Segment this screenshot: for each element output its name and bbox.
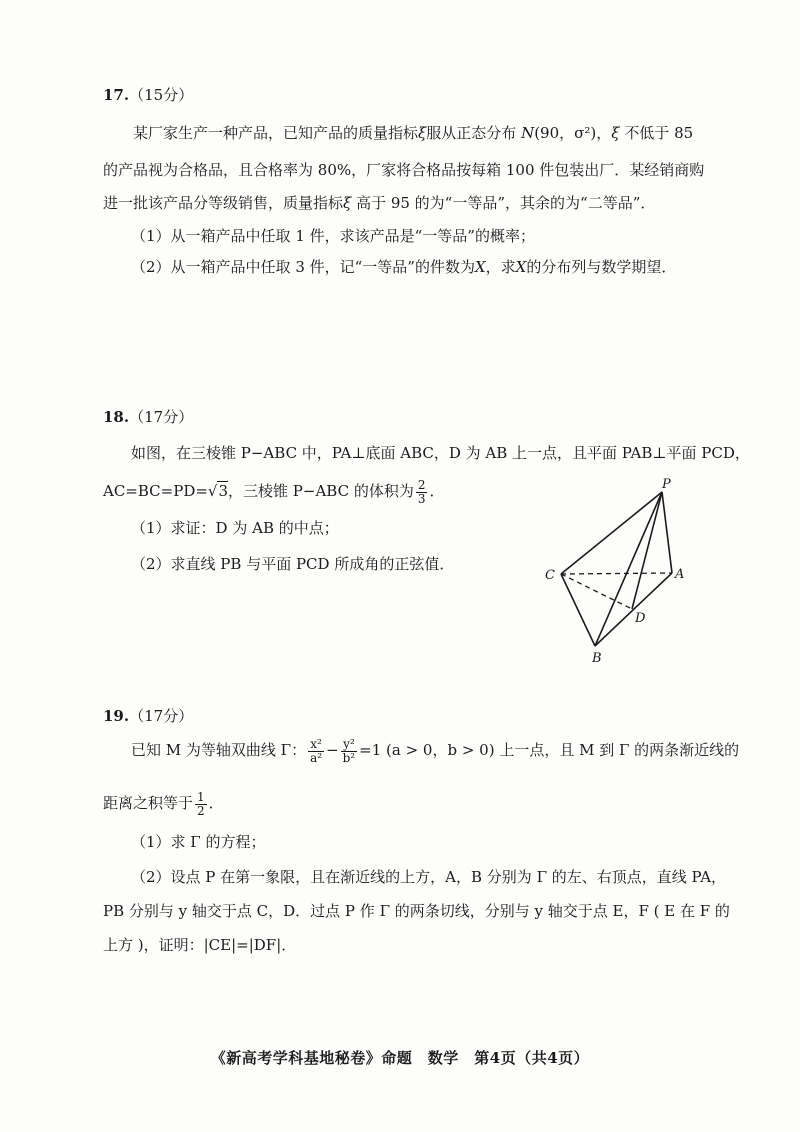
q17-xi-symbol-2: ξ — [611, 124, 620, 142]
q19-header — [103, 705, 193, 726]
q17-line2: 的产品视为合格品，且合格率为 80%，厂家将合格品按每箱 100 件包装出厂．某经销商购 — [103, 161, 705, 179]
label-d: D — [635, 611, 646, 626]
q17-line1-text-a: 某厂家生产一种产品，已知产品的质量指标 — [133, 124, 419, 142]
q19-line1 — [131, 733, 739, 767]
q19-line2-text-a: 距离之积等于 — [103, 794, 194, 812]
q18-volume-fraction — [416, 479, 428, 506]
label-a: A — [675, 567, 685, 582]
q18-sub1: （1）求证：D 为 AB 的中点； — [131, 519, 339, 537]
edge-cb — [561, 574, 595, 646]
q19-sub1: （1）求 Γ 的方程； — [131, 833, 266, 851]
q17-sub2-x1: X — [474, 258, 486, 276]
q19-sub2-line2: PB 分别与 y 轴交于点 C，D．过点 P 作 Γ 的两条切线，分别与 y 轴交于点 E，F ( E 在 F 的 — [103, 902, 730, 920]
label-b: B — [592, 651, 602, 666]
q19-sub2-line3: 上方 )，证明：|CE|=|DF|． — [103, 936, 297, 954]
q19-x-denominator: a² — [310, 750, 323, 765]
q18-line2-text-c: ． — [429, 482, 445, 500]
q17-line3-text-b: 高于 95 的为“一等品”，其余的为“二等品”． — [356, 194, 656, 212]
q18-sub2: （2）求直线 PB 与平面 PCD 所成角的正弦值． — [131, 555, 455, 573]
q17-sub2-text-b: ，求 — [485, 258, 516, 276]
q17-header — [103, 84, 193, 105]
q19-line1-text-a: 已知 M 为等轴双曲线 Γ： — [131, 741, 307, 759]
q17-line3 — [103, 193, 655, 213]
q19-line1-text-b: =1 (a > 0，b > 0) 上一点，且 M 到 Γ 的两条渐近线的 — [359, 741, 740, 759]
q17-number: 17. — [103, 86, 130, 104]
edge-ca-hidden — [561, 573, 672, 574]
q19-number: 19. — [103, 707, 130, 725]
q18-line2-text-a: AC=BC=PD= — [103, 482, 208, 500]
q19-y-numerator: y² — [341, 738, 358, 752]
edge-pb — [595, 492, 662, 646]
q18-line2 — [103, 474, 445, 508]
q19-half-numerator: 1 — [197, 789, 205, 804]
q17-line1-text-b: 服从正态分布 — [426, 124, 517, 142]
q17-sub2-text-c: 的分布列与数学期望． — [526, 258, 677, 276]
q18-volume-denominator: 3 — [417, 491, 426, 506]
q19-line2 — [103, 786, 224, 820]
q18-points: （17分） — [129, 408, 194, 426]
q17-points: （15分） — [129, 86, 194, 104]
page-footer: 《新高考学科基地秘卷》命题 数学 第4页（共4页） — [210, 1049, 590, 1067]
q17-sub2-text-a: （2）从一箱产品中任取 3 件，记“一等品”的件数为 — [131, 258, 475, 276]
edge-pa — [662, 492, 672, 573]
label-c: C — [545, 568, 555, 583]
q19-y-fraction — [341, 738, 358, 765]
q17-xi-symbol: ξ — [418, 124, 427, 142]
q19-x-fraction — [308, 738, 324, 765]
q17-xi-symbol-3: ξ — [343, 194, 352, 212]
q17-sub1: （1）从一箱产品中任取 1 件，求该产品是“一等品”的概率； — [131, 227, 535, 245]
label-p: P — [662, 477, 671, 492]
q17-line3-text-a: 进一批该产品分等级销售，质量指标 — [103, 194, 344, 212]
tetrahedron-figure — [535, 477, 695, 666]
edge-cd-hidden — [561, 574, 632, 609]
q19-sub2-line1: （2）设点 P 在第一象限，且在渐近线的上方，A，B 分别为 Γ 的左、右顶点，直线 PA， — [131, 868, 727, 886]
q18-number: 18. — [103, 408, 130, 426]
q19-line2-text-b: ． — [208, 794, 224, 812]
q17-dist-symbol: N — [521, 124, 535, 142]
q17-line1-text-c: 不低于 85 — [624, 124, 694, 142]
q19-minus: − — [326, 741, 339, 759]
tetrahedron-diagram — [535, 477, 695, 666]
q17-sub2-x2: X — [515, 258, 527, 276]
q18-header — [103, 406, 193, 427]
edge-ab — [595, 573, 672, 646]
q18-line2-text-b: ，三棱锥 P−ABC 的体积为 — [228, 482, 414, 500]
q17-line1 — [133, 123, 693, 143]
q18-sqrt-value: 3 — [218, 482, 229, 500]
q19-x-numerator: x² — [308, 738, 324, 752]
q19-half-fraction — [195, 791, 207, 818]
q19-half-denominator: 2 — [197, 803, 205, 818]
q19-y-denominator: b² — [342, 750, 356, 765]
q17-dist-params: (90，σ²)， — [534, 124, 612, 142]
q18-volume-numerator: 2 — [417, 477, 426, 492]
q18-line1: 如图，在三棱锥 P−ABC 中，PA⊥底面 ABC，D 为 AB 上一点，且平面 PAB⊥平面 PCD， — [131, 444, 750, 462]
q17-sub2 — [131, 257, 676, 277]
q19-points: （17分） — [129, 707, 194, 725]
q18-sqrt-radical: √ — [207, 482, 218, 500]
edge-pc — [561, 492, 662, 574]
